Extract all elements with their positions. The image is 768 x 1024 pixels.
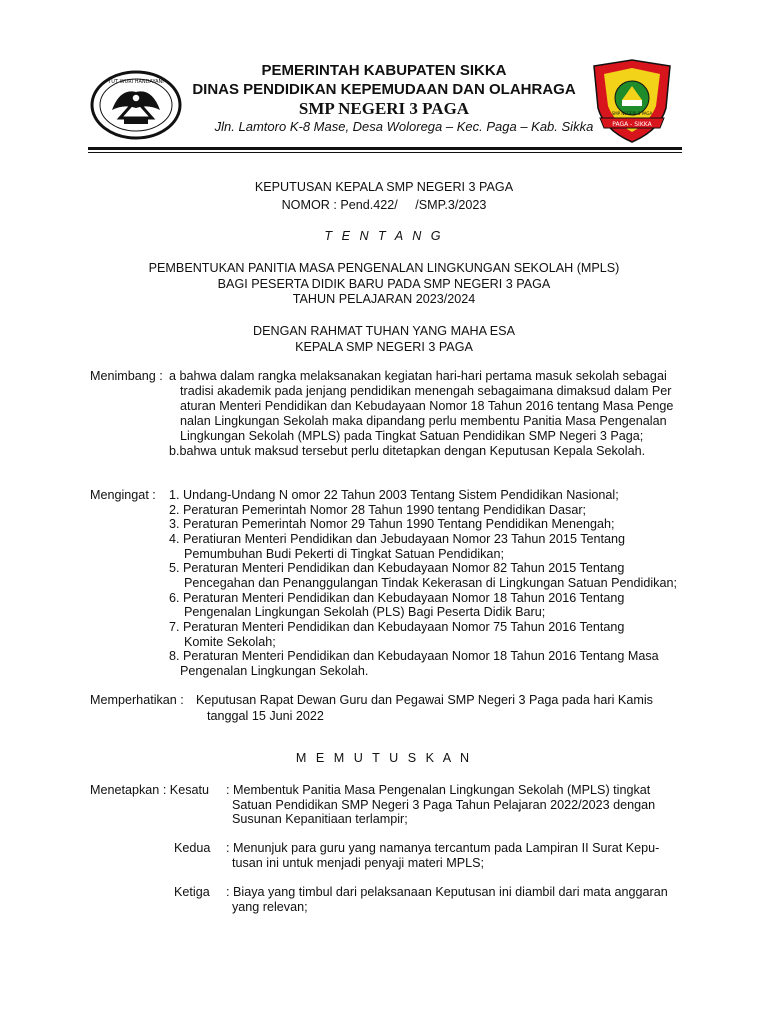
memperhatikan-line2: tanggal 15 Juni 2022 [207,709,324,723]
memperhatikan-line1: Keputusan Rapat Dewan Guru dan Pegawai SMP Negeri 3 Paga pada hari Kamis [196,693,653,707]
ketiga-line: : Biaya yang timbul dari pelaksanaan Keputusan ini diambil dari mata anggaran [226,885,668,899]
memperhatikan-label: Memperhatikan : [90,693,188,707]
rahmat-line1: DENGAN RAHMAT TUHAN YANG MAHA ESA [253,324,515,338]
decree-title: KEPUTUSAN KEPALA SMP NEGERI 3 PAGA [254,180,514,194]
subject-line3: TAHUN PELAJARAN 2023/2024 [292,292,476,306]
subject-line1: PEMBENTUKAN PANITIA MASA PENGENALAN LINGKUNGAN SEKOLAH (MPLS) [148,261,620,275]
menimbang-label: Menimbang : [90,369,167,383]
decree-number: NOMOR : Pend.422/ /SMP.3/2023 [281,198,487,212]
mengingat-line: 6. Peraturan Menteri Pendidikan dan Kebudayaan Nomor 18 Tahun 2016 Tentang [169,591,625,605]
header-school-name: SMP NEGERI 3 PAGA [298,99,470,118]
mengingat-line: 4. Peratiuran Menteri Pendidikan dan Jebudayaan Nomor 23 Tahun 2015 Tentang [169,532,626,546]
kesatu-line: Satuan Pendidikan SMP Negeri 3 Paga Tahun Pelajaran 2022/2023 dengan [232,798,656,812]
mengingat-line: 2. Peraturan Pemerintah Nomor 28 Tahun 1990 tentang Pendidikan Dasar; [169,503,587,517]
menetapkan-label: Menetapkan : Kesatu [90,783,210,797]
school-emblem-logo [590,58,674,146]
letterhead-rule-thick [88,147,682,150]
menimbang-line: nalan Lingkungan Sekolah maka dipandang perlu membentu Panitia Masa Pengenalan [180,414,667,428]
header-line2: DINAS PENDIDIKAN KEPEMUDAAN DAN OLAHRAGA [192,81,576,98]
memutuskan-heading: M E M U T U S K A N [295,751,473,765]
kedua-line: : Menunjuk para guru yang namanya tercantum pada Lampiran II Surat Kepu- [226,841,660,855]
ketiga-label: Ketiga [174,885,210,899]
header-line1: PEMERINTAH KABUPATEN SIKKA [261,62,507,79]
mengingat-line: Pemumbuhan Budi Pekerti di Tingkat Satuan Pendidikan; [184,547,504,561]
left-logo-text: TUT WURI HANDAYANI [108,79,164,85]
menimbang-line: tradisi akademik pada jenjang pendidikan menengah sebagaimana dimaksud dalam Per [180,384,672,398]
rahmat-line2: KEPALA SMP NEGERI 3 PAGA [295,340,473,354]
mengingat-line: Pencegahan dan Penanggulangan Tindak Kekerasan di Lingkungan Satuan Pendidikan; [184,576,677,590]
tentang-heading: T E N T A N G [324,229,444,243]
menimbang-line: aturan Menteri Pendidikan dan Kebudayaan Nomor 18 Tahun 2016 tentang Masa Penge [180,399,674,413]
mengingat-label: Mengingat : [90,488,156,502]
right-logo-banner: PAGA - SIKKA [612,121,652,128]
kedua-label: Kedua [174,841,211,855]
kesatu-line: Susunan Kepanitiaan terlampir; [232,812,408,826]
mengingat-line: Pengenalan Lingkungan Sekolah. [180,664,369,678]
subject-line2: BAGI PESERTA DIDIK BARU PADA SMP NEGERI 3 PAGA [217,277,551,291]
ketiga-line: yang relevan; [232,900,308,914]
right-logo-text: SMP NEGERI 3 PAGA [611,111,653,116]
menimbang-line: b.bahwa untuk maksud tersebut perlu ditetapkan dengan Keputusan Kepala Sekolah. [169,444,646,458]
kesatu-line: : Membentuk Panitia Masa Pengenalan Lingkungan Sekolah (MPLS) tingkat [226,783,651,797]
menimbang-line: a bahwa dalam rangka melaksanakan kegiatan hari-hari pertama masuk sekolah sebagai [169,369,667,383]
letterhead-rule-thin [88,152,682,153]
kedua-line: tusan ini untuk menjadi penyaji materi MPLS; [232,856,485,870]
mengingat-line: 7. Peraturan Menteri Pendidikan dan Kebudayaan Nomor 75 Tahun 2016 Tentang [169,620,625,634]
mengingat-line: 5. Peraturan Menteri Pendidikan dan Kebudayaan Nomor 82 Tahun 2015 Tentang [169,561,625,575]
mengingat-line: 8. Peraturan Menteri Pendidikan dan Kebudayaan Nomor 18 Tahun 2016 Tentang Masa [169,649,659,663]
mengingat-line: 1. Undang-Undang N omor 22 Tahun 2003 Tentang Sistem Pendidikan Nasional; [169,488,619,502]
menimbang-line: Lingkungan Sekolah (MPLS) pada Tingkat Satuan Pendidikan SMP Negeri 3 Paga; [180,429,644,443]
mengingat-line: Pengenalan Lingkungan Sekolah (PLS) Bagi Peserta Didik Baru; [184,605,546,619]
mengingat-line: Komite Sekolah; [184,635,276,649]
header-address: Jln. Lamtoro K-8 Mase, Desa Wolorega – Kec. Paga – Kab. Sikka [214,119,594,134]
mengingat-line: 3. Peraturan Pemerintah Nomor 29 Tahun 1990 Tentang Pendidikan Menengah; [169,517,615,531]
